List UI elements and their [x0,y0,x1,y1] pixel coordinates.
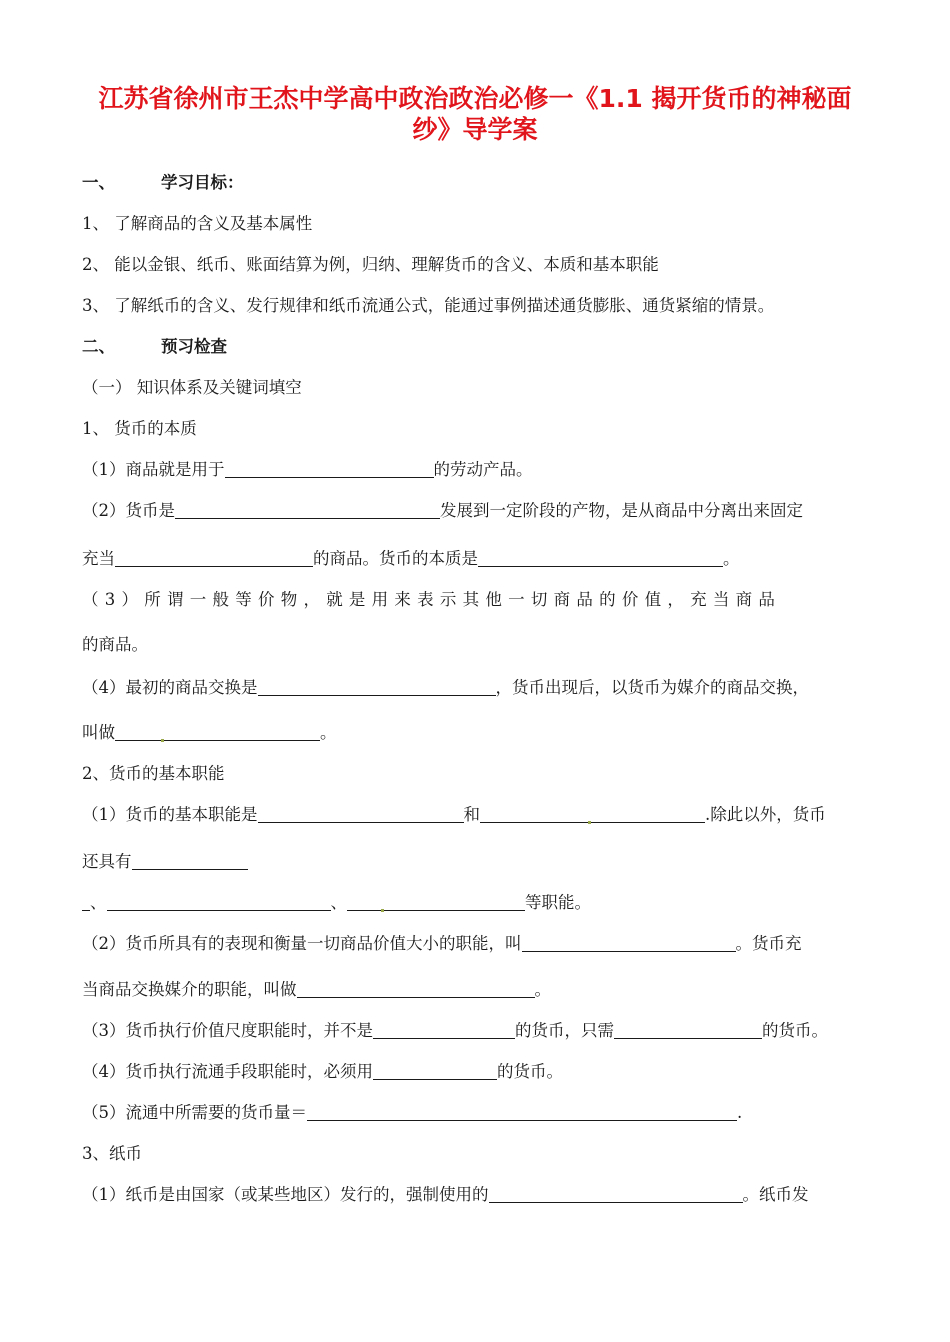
goal-item-2: 2、 能以金银、纸币、账面结算为例，归纳、理解货币的含义、本质和基本职能 [82,255,659,274]
question-2-5: （5）流通中所需要的货币量＝ . [82,1103,743,1122]
question-2-2-cont: 当商品交换媒介的职能，叫做 。 [82,980,551,999]
section-number: 一、 [82,173,115,192]
fill-blank[interactable] [82,894,90,911]
question-1-3-cont: 的商品。 [82,635,148,654]
question-3-1: （1）纸币是由国家（或某些地区）发行的，强制使用的 。纸币发 [82,1185,809,1204]
section-heading-goals [82,172,244,194]
section-label: 预习检查 [161,337,227,356]
fill-blank[interactable] [297,981,535,998]
question-2-4: （4）货币执行流通手段职能时，必须用 的货币。 [82,1062,563,1081]
fill-blank[interactable] [307,1104,737,1121]
question-2-1-cont: 还具有 [82,851,248,873]
question-1-2-cont: 充当 的商品。货币的本质是 。 [82,549,740,568]
fill-blank[interactable] [373,1022,515,1039]
fill-blank[interactable] [614,1022,762,1039]
question-1-1: （1）商品就是用于 的劳动产品。 [82,460,533,479]
question-1-4-cont: 叫做 。 [82,723,337,742]
section-heading-preview [82,336,227,358]
fill-blank[interactable] [347,894,525,911]
question-2-1-cont-2: 、 、 等职能。 [82,892,591,914]
question-2-3: （3）货币执行价值尺度职能时，并不是 的货币，只需 的货币。 [82,1021,828,1040]
subsection-heading: （一） 知识体系及关键词填空 [82,378,302,397]
fill-blank[interactable] [522,935,736,952]
fill-blank[interactable] [480,806,705,823]
fill-blank[interactable] [107,894,331,911]
goal-item-3: 3、 了解纸币的含义、发行规律和纸币流通公式，能通过事例描述通货膨胀、通货紧缩的情景。 [82,296,775,315]
fill-blank[interactable] [175,502,440,519]
fill-blank[interactable] [373,1063,497,1080]
document-title-line-2: 纱》导学案 [412,115,538,144]
fill-blank[interactable] [132,853,248,870]
fill-blank[interactable] [115,550,313,567]
fill-blank[interactable] [258,679,496,696]
fill-blank[interactable] [115,724,320,741]
topic-heading-paper-money: 3、纸币 [82,1144,142,1163]
fill-blank[interactable] [258,806,464,823]
fill-blank[interactable] [478,550,723,567]
section-number: 二、 [82,337,115,356]
fill-blank[interactable] [489,1186,743,1203]
goal-item-1: 1、 了解商品的含义及基本属性 [82,214,313,233]
topic-heading-essence: 1、 货币的本质 [82,419,197,438]
fill-blank[interactable] [225,461,434,478]
question-1-4: （4）最初的商品交换是 ，货币出现后，以货币为媒介的商品交换， [82,678,809,697]
document-title-line-1: 江苏省徐州市王杰中学高中政治政治必修一《1.1 揭开货币的神秘面 [98,84,852,113]
question-2-1: （1）货币的基本职能是 和 .除此以外，货币 [82,805,826,824]
question-1-3: （ 3 ） 所 谓 一 般 等 价 物 ， 就 是 用 来 表 示 其 他 一 切 商 品 的 价 值 ， 充 当 商 品 [82,590,776,609]
question-2-2: （2）货币所具有的表现和衡量一切商品价值大小的职能，叫 。货币充 [82,934,802,953]
question-1-2: （2）货币是 发展到一定阶段的产物，是从商品中分离出来固定 [82,501,803,520]
topic-heading-functions: 2、货币的基本职能 [82,764,225,783]
section-label: 学习目标： [161,173,244,192]
